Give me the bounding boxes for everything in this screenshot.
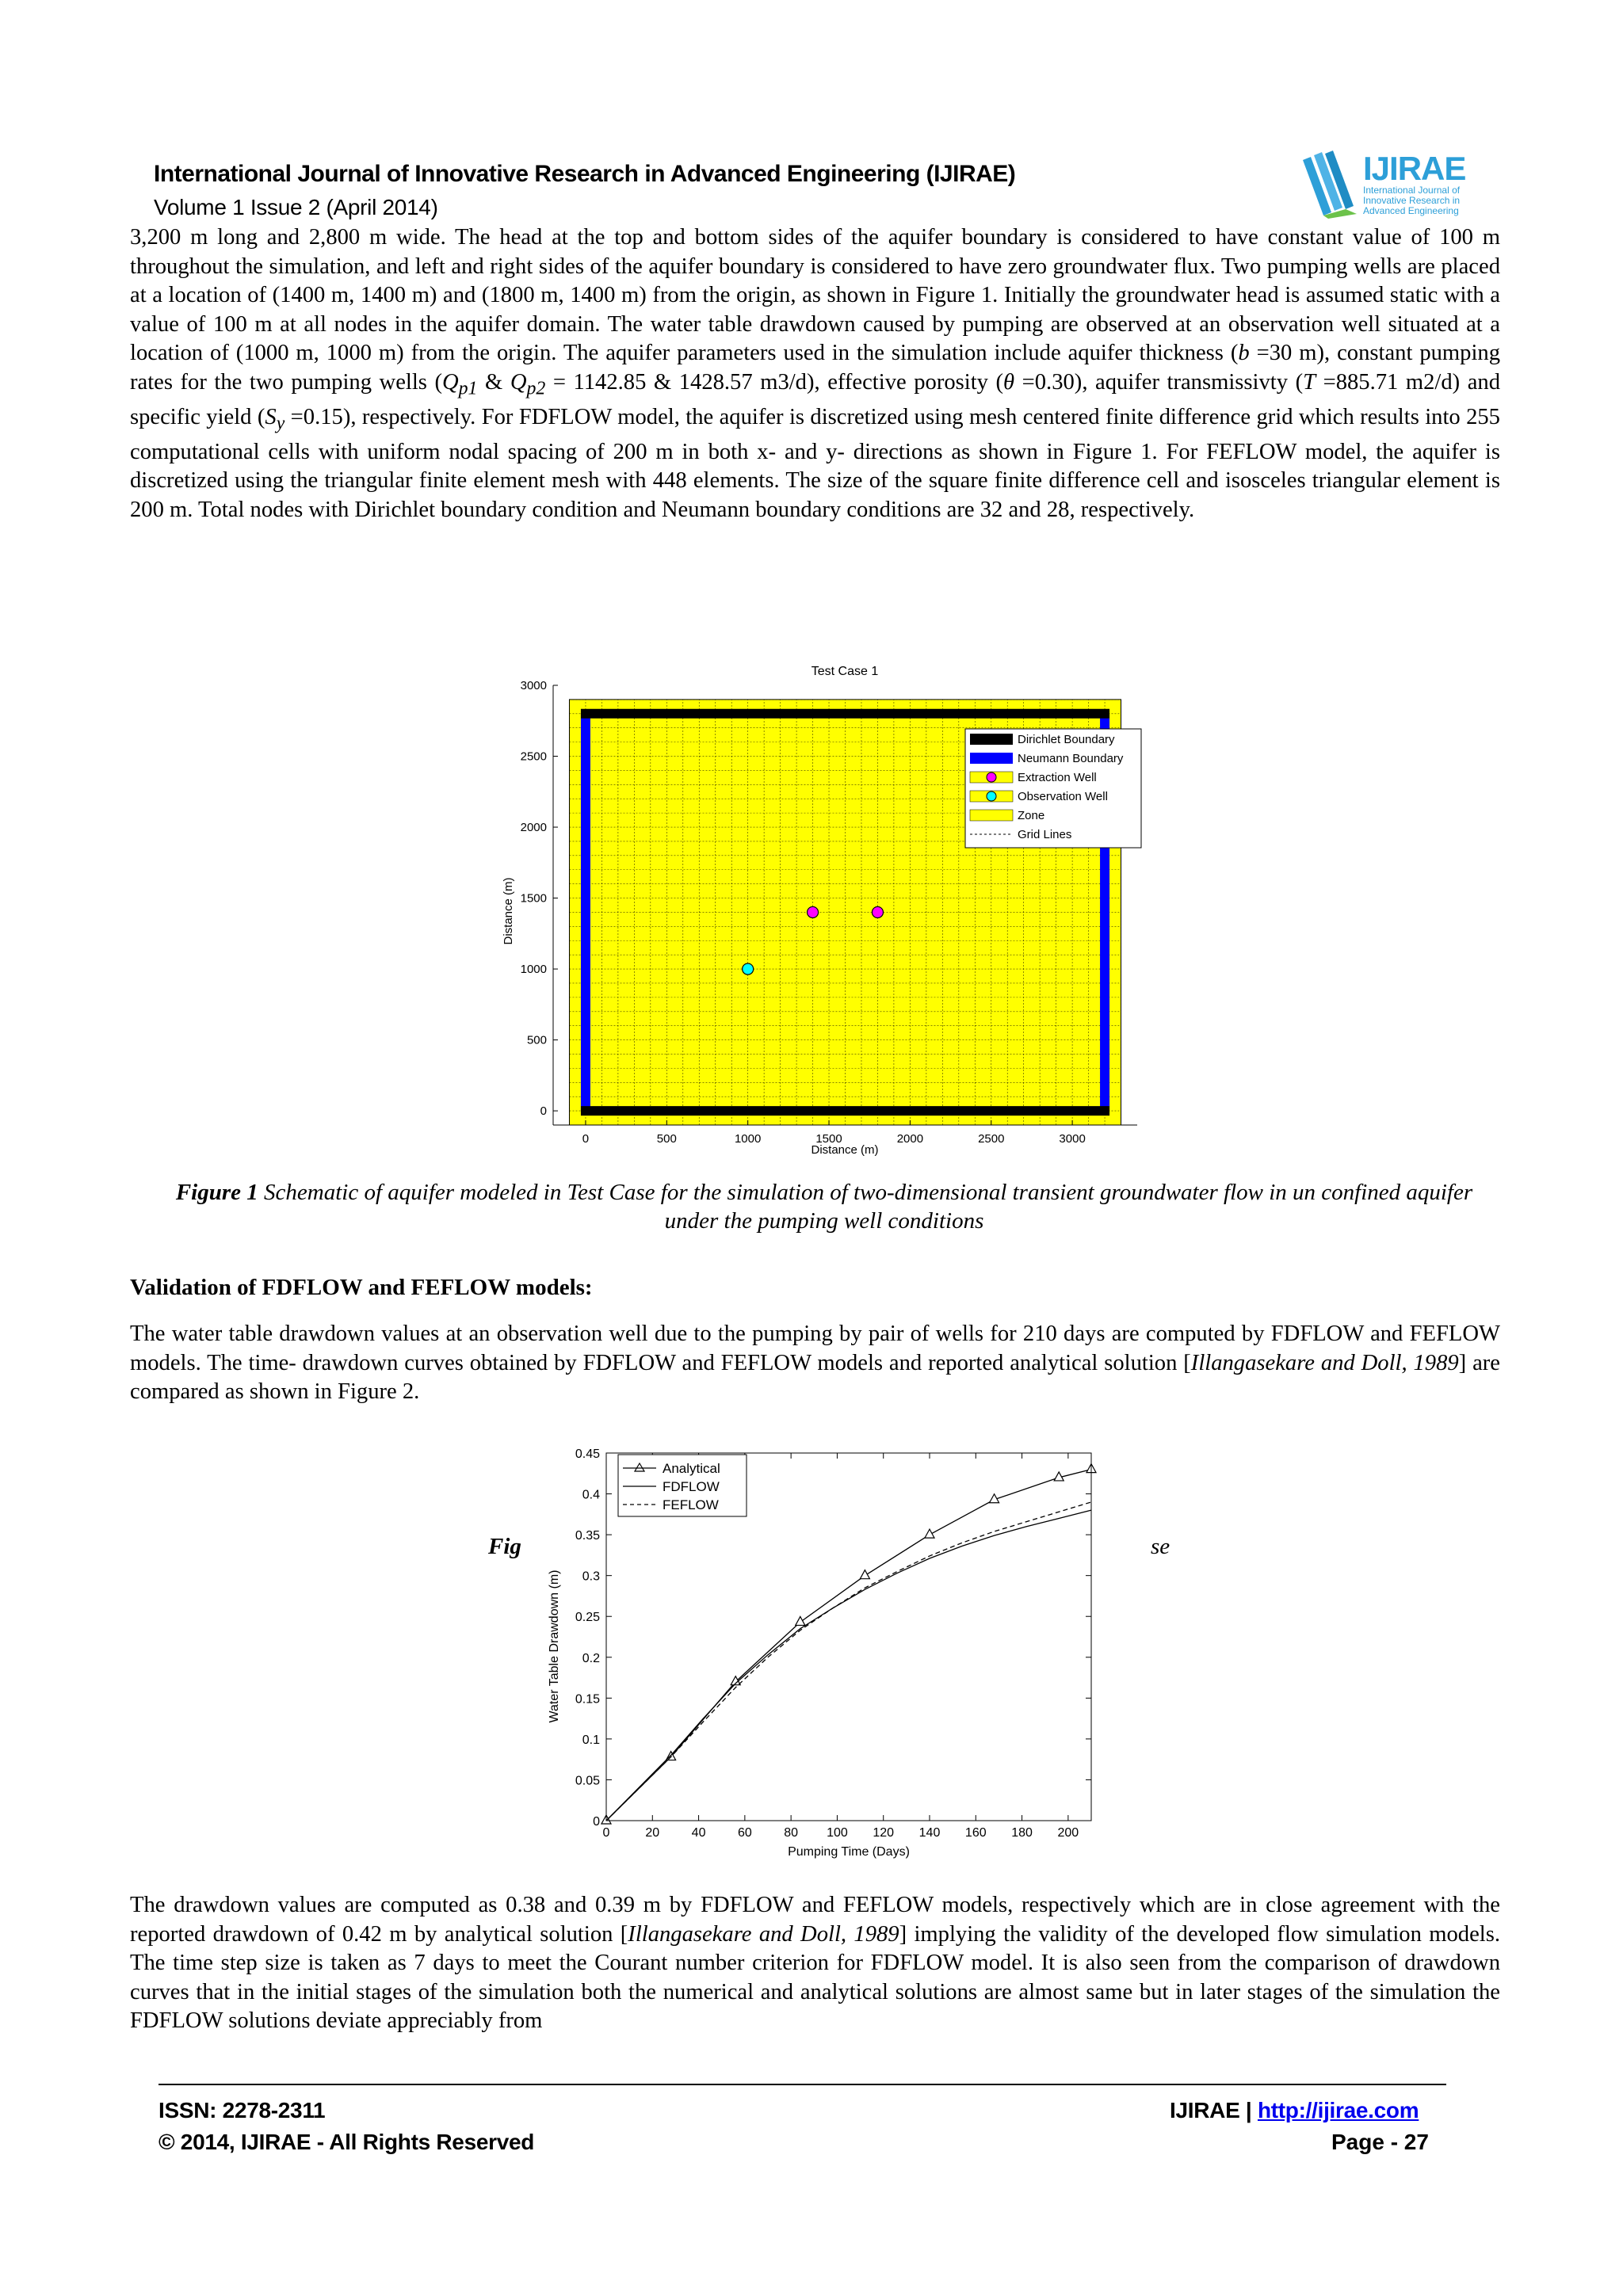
x-tick-label: 500 [656, 1132, 677, 1146]
figure-2-caption-fragment-left: Fig [488, 1534, 521, 1559]
x-tick-label: 0 [582, 1132, 590, 1146]
x-axis-label: Distance (m) [811, 1143, 879, 1157]
text-span: The water table drawdown values at an observation well due to the pumping by pair of wells for 210 days are computed by FDFLOW and FEFLOW models. The time- drawdown curves obtained by FDFLOW and FEFLOW models and reported analytical solution [ [130, 1322, 1500, 1375]
figure-1-caption [158, 1178, 1490, 1235]
x-tick-label: 1000 [734, 1132, 762, 1146]
text-span: =885.71 m2/d) and specific yield ( [130, 369, 1501, 429]
y-tick-label: 3000 [520, 679, 547, 692]
paragraph-aquifer-setup [130, 223, 1500, 524]
text-span: ] are compared as shown in Figure 2. [130, 1350, 1500, 1404]
legend-dirichlet: Dirichlet Boundary [1018, 733, 1115, 746]
y-tick-label: 1000 [520, 963, 547, 977]
x-tick-label: 160 [964, 1826, 987, 1840]
legend-analytical: Analytical [663, 1461, 720, 1476]
extraction-well [872, 906, 883, 917]
citation: Illangasekare and Doll, 1989 [628, 1921, 899, 1947]
x-tick-label: 180 [1011, 1826, 1033, 1840]
x-tick-label: 20 [645, 1826, 660, 1840]
paragraph-validation [130, 1320, 1500, 1407]
legend-fdflow: FDFLOW [663, 1479, 720, 1494]
footer-issn: ISSN: 2278-2311 [158, 2098, 326, 2122]
x-tick-label: 120 [873, 1826, 895, 1840]
footer-page-number: Page - 27 [1331, 2130, 1429, 2154]
text-span: 3,200 m long and 2,800 m wide. The head at the top and bottom sides of the aquifer boundary is considered to have constant value of 100 m throughout the simulation, and left and right sides of the aquifer boundary is considered to have zero groundwater flux. Two pumping wells are placed at a location of (1400 m, 1400 m) and (1800 m, 1400 m) from the origin, as shown in Figure 1. Initially the groundwater head is assumed static with a value of 100 m at all nodes in the aquifer domain. The water table drawdown caused by pumping are observed at an observation well situated at a location of (1000 m, 1000 m) from the origin. The aquifer parameters used in the simulation include aquifer thickness ( [130, 225, 1500, 365]
chart-title: Test Case 1 [811, 665, 879, 678]
y-tick-label: 0.2 [582, 1651, 600, 1665]
legend-grid: Grid Lines [1018, 828, 1072, 841]
paragraph-results [130, 1891, 1500, 2036]
x-tick-label: 200 [1057, 1826, 1079, 1840]
caption-label: Figure 1 [175, 1180, 258, 1205]
legend [965, 729, 1141, 848]
observation-well [743, 963, 754, 974]
subscript-y: y [276, 413, 285, 434]
footer-site-link[interactable]: http://ijirae.com [1257, 2098, 1419, 2122]
section-heading: Validation of FDFLOW and FEFLOW models: [130, 1275, 593, 1300]
y-axis-label: Water Table Drawdown (m) [548, 1569, 561, 1723]
y-tick-label: 0 [593, 1815, 600, 1829]
symbol-q2: Q [510, 369, 527, 395]
legend-swatch-dirichlet [970, 734, 1013, 745]
y-tick-label: 2000 [520, 821, 547, 835]
symbol-theta: θ [1003, 369, 1015, 395]
y-tick-label: 0.1 [582, 1733, 600, 1747]
subscript-p1: p1 [458, 378, 478, 399]
legend-neumann: Neumann Boundary [1018, 752, 1124, 765]
subscript-p2: p2 [526, 378, 546, 399]
y-tick-label: 0.05 [575, 1774, 600, 1788]
x-tick-label: 0 [602, 1826, 610, 1840]
x-tick-label: 1500 [815, 1132, 842, 1146]
journal-title: International Journal of Innovative Research in Advanced Engineering (IJIRAE) [154, 161, 1016, 187]
y-tick-label: 0.45 [575, 1447, 600, 1461]
text-span: =0.30), aquifer transmissivty ( [1014, 369, 1304, 395]
y-axis-label: Distance (m) [502, 877, 515, 945]
y-tick-label: 500 [526, 1033, 547, 1047]
symbol-t: T [1303, 369, 1316, 395]
x-tick-label: 2000 [896, 1132, 924, 1146]
text-span: =0.15), respectively. For FDFLOW model, the aquifer is discretized using mesh centered finite difference grid which results into 255 computational cells with uniform nodal spacing of 200 m in both x- and y- directions as shown in Figure 1. For FEFLOW model, the aquifer is discretized using the triangular finite element mesh with 448 elements. The size of the square finite difference cell and isosceles triangular element is 200 m. Total nodes with Dirichlet boundary condition and Neumann boundary conditions are 32 and 28, respectively. [130, 404, 1500, 522]
symbol-b: b [1238, 341, 1250, 365]
legend-zone: Zone [1018, 809, 1045, 822]
x-tick-label: 40 [691, 1826, 706, 1840]
extraction-well [808, 906, 819, 917]
legend [618, 1455, 747, 1516]
legend-extraction: Extraction Well [1018, 771, 1097, 784]
x-tick-label: 140 [918, 1826, 941, 1840]
y-tick-label: 0.4 [582, 1488, 600, 1502]
logo-books-icon [1300, 151, 1361, 219]
legend-extraction-marker [987, 772, 996, 782]
y-tick-label: 0.3 [582, 1569, 600, 1584]
legend-observation: Observation Well [1018, 790, 1108, 803]
x-tick-label: 100 [827, 1826, 848, 1840]
x-tick-label: 80 [784, 1826, 799, 1840]
logo-title: IJIRAE [1363, 150, 1466, 187]
footer-copyright: © 2014, IJIRAE - All Rights Reserved [158, 2130, 535, 2154]
x-tick-label: 2500 [978, 1132, 1005, 1146]
legend-swatch-neumann [970, 753, 1013, 764]
legend-swatch-zone [970, 810, 1013, 821]
figure-2-drawdown-chart [539, 1432, 1109, 1876]
journal-volume: Volume 1 Issue 2 (April 2014) [154, 195, 438, 219]
legend-feflow: FEFLOW [663, 1497, 719, 1512]
y-tick-label: 0.25 [575, 1611, 600, 1625]
text-span: ] implying the validity of the developed flow simulation models. The time step size is taken as 7 days to meet the Courant number criterion for FDFLOW model. It is also seen from the comparison of drawdown curves that in the initial stages of the simulation both the numerical and analytical solutions are almost same but in later stages of the simulation the FDFLOW solutions deviate appreciably from [130, 1921, 1500, 2033]
y-tick-label: 0 [540, 1104, 547, 1119]
symbol-q1: Q [441, 369, 459, 395]
text-span: =30 m), constant pumping rates for the two pumping wells ( [130, 341, 1500, 395]
caption-text: Schematic of aquifer modeled in Test Case for the simulation of two-dimensional transient groundwater flow in un confined aquifer under the pumping well conditions [258, 1180, 1473, 1234]
legend-observation-marker [987, 791, 996, 801]
figure-2-caption-fragment-right: se [1151, 1534, 1170, 1559]
text-span: = 1142.85 & 1428.57 m3/d), effective porosity ( [545, 369, 1004, 395]
footer-site [1170, 2098, 1419, 2123]
figure-1-aquifer-schematic [491, 658, 1149, 1180]
text-span: The drawdown values are computed as 0.38 and 0.39 m by FDFLOW and FEFLOW models, respectively which are in close agreement with the reported drawdown of 0.42 m by analytical solution [ [130, 1893, 1500, 1947]
x-tick-label: 3000 [1059, 1132, 1086, 1146]
footer-site-prefix: IJIRAE | [1170, 2098, 1258, 2122]
y-tick-label: 0.35 [575, 1529, 600, 1543]
y-tick-label: 2500 [520, 749, 547, 764]
logo-subtitle: International Journal of Innovative Research in Advanced Engineering [1363, 185, 1461, 216]
y-tick-label: 0.15 [575, 1692, 600, 1707]
y-tick-label: 1500 [520, 891, 547, 906]
symbol-s: S [265, 404, 277, 429]
citation: Illangasekare and Doll, 1989 [1190, 1350, 1459, 1375]
x-axis-label: Pumping Time (Days) [788, 1845, 910, 1859]
journal-logo [1300, 151, 1482, 222]
footer-divider [158, 2084, 1446, 2085]
x-tick-label: 60 [737, 1826, 752, 1840]
text-span: & [477, 369, 510, 395]
